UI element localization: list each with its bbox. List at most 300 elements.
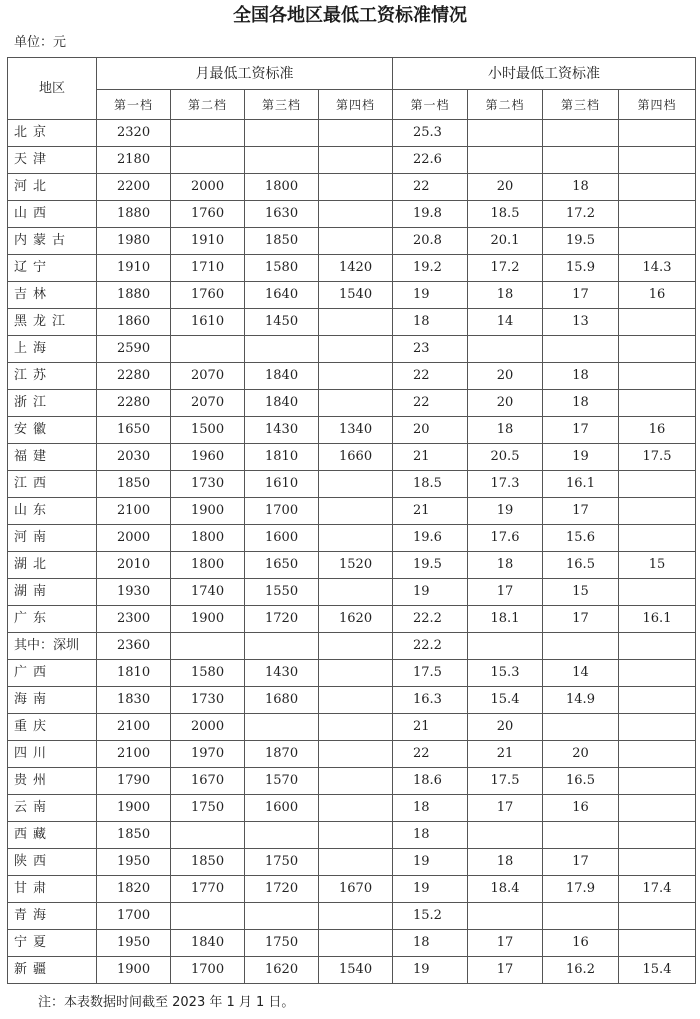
table-row <box>8 741 696 768</box>
table-header <box>8 58 696 120</box>
hourly-tier-3-cell: 16.1 <box>543 471 619 498</box>
hourly-tier-3-cell <box>543 903 619 930</box>
monthly-tier-2-cell: 1910 <box>171 228 245 255</box>
hourly-tier-2-cell: 17.5 <box>468 768 543 795</box>
monthly-tier-1-cell: 2590 <box>97 336 171 363</box>
monthly-tier-4-cell <box>319 363 393 390</box>
monthly-tier-3-cell: 1450 <box>245 309 319 336</box>
header-monthly-tier-1: 第一档 <box>97 90 171 120</box>
monthly-tier-4-cell: 1540 <box>319 282 393 309</box>
monthly-tier-3-cell <box>245 120 319 147</box>
hourly-tier-4-cell <box>619 147 696 174</box>
monthly-tier-2-cell: 1800 <box>171 552 245 579</box>
hourly-tier-2-cell <box>468 903 543 930</box>
header-monthly-tier-2: 第二档 <box>171 90 245 120</box>
monthly-tier-4-cell <box>319 309 393 336</box>
table-row <box>8 228 696 255</box>
monthly-tier-1-cell: 1930 <box>97 579 171 606</box>
hourly-tier-4-cell <box>619 822 696 849</box>
table-row <box>8 363 696 390</box>
region-cell: 北京 <box>8 120 97 147</box>
hourly-tier-3-cell <box>543 633 619 660</box>
hourly-tier-1-cell: 18 <box>393 795 468 822</box>
region-cell: 陕西 <box>8 849 97 876</box>
monthly-tier-2-cell: 2000 <box>171 174 245 201</box>
monthly-tier-3-cell: 1840 <box>245 363 319 390</box>
region-cell: 天津 <box>8 147 97 174</box>
region-cell: 江苏 <box>8 363 97 390</box>
monthly-tier-4-cell <box>319 930 393 957</box>
hourly-tier-1-cell: 23 <box>393 336 468 363</box>
monthly-tier-2-cell: 1750 <box>171 795 245 822</box>
hourly-tier-1-cell: 19 <box>393 849 468 876</box>
table-row <box>8 687 696 714</box>
table-row <box>8 471 696 498</box>
monthly-tier-2-cell: 1770 <box>171 876 245 903</box>
hourly-tier-1-cell: 19 <box>393 876 468 903</box>
monthly-tier-3-cell: 1430 <box>245 417 319 444</box>
monthly-tier-4-cell <box>319 579 393 606</box>
hourly-tier-4-cell <box>619 120 696 147</box>
region-cell: 云南 <box>8 795 97 822</box>
header-hourly-tier-1: 第一档 <box>393 90 468 120</box>
hourly-tier-3-cell: 16.5 <box>543 552 619 579</box>
monthly-tier-1-cell: 1900 <box>97 957 171 984</box>
table-row <box>8 417 696 444</box>
hourly-tier-2-cell: 18.4 <box>468 876 543 903</box>
monthly-tier-4-cell <box>319 174 393 201</box>
table-row <box>8 876 696 903</box>
footnote: 注：本表数据时间截至 2023 年 1 月 1 日。 <box>38 995 295 1010</box>
hourly-tier-4-cell <box>619 849 696 876</box>
monthly-tier-3-cell: 1610 <box>245 471 319 498</box>
hourly-tier-3-cell: 17 <box>543 282 619 309</box>
monthly-tier-2-cell <box>171 120 245 147</box>
monthly-tier-3-cell: 1430 <box>245 660 319 687</box>
monthly-tier-3-cell: 1800 <box>245 174 319 201</box>
hourly-tier-1-cell: 16.3 <box>393 687 468 714</box>
monthly-tier-1-cell: 1810 <box>97 660 171 687</box>
hourly-tier-1-cell: 19.6 <box>393 525 468 552</box>
hourly-tier-4-cell <box>619 390 696 417</box>
hourly-tier-2-cell: 14 <box>468 309 543 336</box>
region-cell: 新疆 <box>8 957 97 984</box>
hourly-tier-4-cell: 17.5 <box>619 444 696 471</box>
monthly-tier-2-cell: 1730 <box>171 471 245 498</box>
hourly-tier-3-cell: 18 <box>543 363 619 390</box>
hourly-tier-3-cell: 19 <box>543 444 619 471</box>
monthly-tier-4-cell: 1340 <box>319 417 393 444</box>
region-cell: 西藏 <box>8 822 97 849</box>
hourly-tier-2-cell: 20 <box>468 390 543 417</box>
monthly-tier-4-cell <box>319 714 393 741</box>
table-row <box>8 282 696 309</box>
hourly-tier-2-cell <box>468 633 543 660</box>
hourly-tier-4-cell <box>619 525 696 552</box>
region-cell: 安徽 <box>8 417 97 444</box>
monthly-tier-1-cell: 2180 <box>97 147 171 174</box>
table-row <box>8 795 696 822</box>
table-row <box>8 336 696 363</box>
region-cell: 江西 <box>8 471 97 498</box>
hourly-tier-4-cell <box>619 930 696 957</box>
hourly-tier-3-cell: 17.2 <box>543 201 619 228</box>
monthly-tier-3-cell <box>245 714 319 741</box>
header-hourly-tier-3: 第三档 <box>543 90 619 120</box>
monthly-tier-2-cell <box>171 336 245 363</box>
monthly-tier-2-cell: 1840 <box>171 930 245 957</box>
table-row <box>8 552 696 579</box>
region-cell: 广东 <box>8 606 97 633</box>
hourly-tier-1-cell: 21 <box>393 444 468 471</box>
hourly-tier-4-cell <box>619 795 696 822</box>
monthly-tier-3-cell: 1810 <box>245 444 319 471</box>
table-row <box>8 606 696 633</box>
hourly-tier-3-cell: 19.5 <box>543 228 619 255</box>
region-cell: 内蒙古 <box>8 228 97 255</box>
monthly-tier-4-cell <box>319 687 393 714</box>
hourly-tier-1-cell: 19 <box>393 957 468 984</box>
monthly-tier-4-cell <box>319 525 393 552</box>
monthly-tier-2-cell: 1730 <box>171 687 245 714</box>
hourly-tier-1-cell: 20.8 <box>393 228 468 255</box>
hourly-tier-2-cell: 17.3 <box>468 471 543 498</box>
hourly-tier-4-cell <box>619 768 696 795</box>
hourly-tier-4-cell <box>619 903 696 930</box>
minimum-wage-table <box>7 57 696 984</box>
monthly-tier-4-cell <box>319 498 393 525</box>
monthly-tier-1-cell: 1820 <box>97 876 171 903</box>
monthly-tier-1-cell: 1850 <box>97 471 171 498</box>
region-cell: 山西 <box>8 201 97 228</box>
page-title: 全国各地区最低工资标准情况 <box>233 5 467 26</box>
region-cell: 海南 <box>8 687 97 714</box>
hourly-tier-2-cell: 18 <box>468 552 543 579</box>
monthly-tier-3-cell: 1700 <box>245 498 319 525</box>
table-row <box>8 579 696 606</box>
hourly-tier-2-cell <box>468 822 543 849</box>
hourly-tier-4-cell <box>619 201 696 228</box>
hourly-tier-2-cell: 17 <box>468 930 543 957</box>
hourly-tier-2-cell: 21 <box>468 741 543 768</box>
hourly-tier-3-cell: 13 <box>543 309 619 336</box>
monthly-tier-2-cell: 1740 <box>171 579 245 606</box>
hourly-tier-2-cell: 18.5 <box>468 201 543 228</box>
monthly-tier-4-cell <box>319 822 393 849</box>
monthly-tier-2-cell: 2000 <box>171 714 245 741</box>
region-cell: 宁夏 <box>8 930 97 957</box>
hourly-tier-1-cell: 21 <box>393 714 468 741</box>
monthly-tier-1-cell: 1980 <box>97 228 171 255</box>
monthly-tier-2-cell: 1900 <box>171 498 245 525</box>
hourly-tier-1-cell: 22.2 <box>393 633 468 660</box>
hourly-tier-1-cell: 18 <box>393 930 468 957</box>
monthly-tier-3-cell: 1680 <box>245 687 319 714</box>
table-row <box>8 822 696 849</box>
hourly-tier-2-cell <box>468 336 543 363</box>
monthly-tier-4-cell: 1670 <box>319 876 393 903</box>
hourly-tier-4-cell <box>619 741 696 768</box>
table-row <box>8 660 696 687</box>
hourly-tier-1-cell: 19.8 <box>393 201 468 228</box>
monthly-tier-1-cell: 1790 <box>97 768 171 795</box>
hourly-tier-1-cell: 15.2 <box>393 903 468 930</box>
hourly-tier-2-cell <box>468 147 543 174</box>
hourly-tier-3-cell: 17.9 <box>543 876 619 903</box>
monthly-tier-4-cell <box>319 768 393 795</box>
monthly-tier-4-cell <box>319 147 393 174</box>
hourly-tier-3-cell <box>543 120 619 147</box>
monthly-tier-1-cell: 2360 <box>97 633 171 660</box>
hourly-tier-4-cell <box>619 633 696 660</box>
hourly-tier-4-cell: 16.1 <box>619 606 696 633</box>
monthly-tier-1-cell: 1850 <box>97 822 171 849</box>
hourly-tier-2-cell: 17 <box>468 579 543 606</box>
table-row <box>8 849 696 876</box>
monthly-tier-1-cell: 2030 <box>97 444 171 471</box>
header-region: 地区 <box>8 58 97 120</box>
hourly-tier-1-cell: 18.5 <box>393 471 468 498</box>
table-row <box>8 498 696 525</box>
table-row <box>8 957 696 984</box>
hourly-tier-3-cell: 15.6 <box>543 525 619 552</box>
region-cell: 河南 <box>8 525 97 552</box>
hourly-tier-2-cell: 18 <box>468 282 543 309</box>
hourly-tier-1-cell: 22.2 <box>393 606 468 633</box>
monthly-tier-3-cell <box>245 633 319 660</box>
monthly-tier-4-cell <box>319 336 393 363</box>
header-hourly-tier-4: 第四档 <box>619 90 696 120</box>
hourly-tier-3-cell: 16 <box>543 930 619 957</box>
hourly-tier-3-cell: 16.2 <box>543 957 619 984</box>
monthly-tier-3-cell: 1750 <box>245 930 319 957</box>
region-cell: 广西 <box>8 660 97 687</box>
hourly-tier-2-cell: 17 <box>468 957 543 984</box>
region-cell: 吉林 <box>8 282 97 309</box>
table-row <box>8 174 696 201</box>
table-row <box>8 255 696 282</box>
monthly-tier-3-cell: 1720 <box>245 876 319 903</box>
hourly-tier-2-cell: 20 <box>468 363 543 390</box>
monthly-tier-4-cell: 1420 <box>319 255 393 282</box>
monthly-tier-3-cell: 1550 <box>245 579 319 606</box>
monthly-tier-4-cell <box>319 795 393 822</box>
monthly-tier-3-cell: 1870 <box>245 741 319 768</box>
monthly-tier-2-cell: 1970 <box>171 741 245 768</box>
monthly-tier-2-cell: 1580 <box>171 660 245 687</box>
hourly-tier-1-cell: 22 <box>393 174 468 201</box>
hourly-tier-1-cell: 17.5 <box>393 660 468 687</box>
hourly-tier-1-cell: 18.6 <box>393 768 468 795</box>
monthly-tier-3-cell: 1750 <box>245 849 319 876</box>
monthly-tier-4-cell <box>319 903 393 930</box>
monthly-tier-4-cell <box>319 741 393 768</box>
hourly-tier-3-cell: 17 <box>543 849 619 876</box>
hourly-tier-2-cell: 18 <box>468 417 543 444</box>
monthly-tier-2-cell: 1760 <box>171 282 245 309</box>
monthly-tier-2-cell: 1710 <box>171 255 245 282</box>
header-monthly-tier-3: 第三档 <box>245 90 319 120</box>
hourly-tier-3-cell: 17 <box>543 417 619 444</box>
hourly-tier-4-cell <box>619 714 696 741</box>
region-cell: 甘肃 <box>8 876 97 903</box>
hourly-tier-1-cell: 19.5 <box>393 552 468 579</box>
monthly-tier-1-cell: 2100 <box>97 498 171 525</box>
hourly-tier-2-cell: 20 <box>468 174 543 201</box>
monthly-tier-1-cell: 1880 <box>97 282 171 309</box>
hourly-tier-2-cell: 20.5 <box>468 444 543 471</box>
monthly-tier-2-cell: 1500 <box>171 417 245 444</box>
hourly-tier-4-cell <box>619 687 696 714</box>
monthly-tier-3-cell: 1640 <box>245 282 319 309</box>
hourly-tier-4-cell <box>619 660 696 687</box>
hourly-tier-3-cell: 18 <box>543 390 619 417</box>
hourly-tier-2-cell: 15.4 <box>468 687 543 714</box>
hourly-tier-1-cell: 22 <box>393 741 468 768</box>
hourly-tier-4-cell: 15 <box>619 552 696 579</box>
hourly-tier-2-cell: 17.6 <box>468 525 543 552</box>
hourly-tier-4-cell <box>619 336 696 363</box>
hourly-tier-4-cell: 16 <box>619 417 696 444</box>
monthly-tier-4-cell <box>319 849 393 876</box>
hourly-tier-1-cell: 18 <box>393 309 468 336</box>
table-row <box>8 444 696 471</box>
monthly-tier-3-cell: 1600 <box>245 525 319 552</box>
hourly-tier-4-cell: 15.4 <box>619 957 696 984</box>
monthly-tier-4-cell: 1540 <box>319 957 393 984</box>
hourly-tier-3-cell: 17 <box>543 606 619 633</box>
monthly-tier-1-cell: 2300 <box>97 606 171 633</box>
monthly-tier-1-cell: 1910 <box>97 255 171 282</box>
region-cell: 四川 <box>8 741 97 768</box>
hourly-tier-3-cell: 15.9 <box>543 255 619 282</box>
table-row <box>8 903 696 930</box>
table-row <box>8 201 696 228</box>
hourly-tier-2-cell: 17.2 <box>468 255 543 282</box>
hourly-tier-3-cell: 17 <box>543 498 619 525</box>
monthly-tier-4-cell: 1660 <box>319 444 393 471</box>
header-hourly-group: 小时最低工资标准 <box>393 58 696 90</box>
monthly-tier-1-cell: 1880 <box>97 201 171 228</box>
region-cell: 山东 <box>8 498 97 525</box>
monthly-tier-1-cell: 2010 <box>97 552 171 579</box>
monthly-tier-1-cell: 1900 <box>97 795 171 822</box>
monthly-tier-3-cell: 1840 <box>245 390 319 417</box>
table-row <box>8 390 696 417</box>
hourly-tier-1-cell: 22.6 <box>393 147 468 174</box>
monthly-tier-2-cell: 1900 <box>171 606 245 633</box>
monthly-tier-2-cell <box>171 633 245 660</box>
region-cell: 河北 <box>8 174 97 201</box>
monthly-tier-4-cell <box>319 660 393 687</box>
hourly-tier-2-cell: 19 <box>468 498 543 525</box>
hourly-tier-3-cell: 20 <box>543 741 619 768</box>
monthly-tier-2-cell: 1800 <box>171 525 245 552</box>
hourly-tier-2-cell <box>468 120 543 147</box>
table-row <box>8 120 696 147</box>
hourly-tier-1-cell: 19 <box>393 282 468 309</box>
hourly-tier-3-cell: 16.5 <box>543 768 619 795</box>
region-cell: 贵州 <box>8 768 97 795</box>
hourly-tier-1-cell: 19.2 <box>393 255 468 282</box>
region-cell: 浙江 <box>8 390 97 417</box>
monthly-tier-4-cell <box>319 120 393 147</box>
hourly-tier-4-cell: 16 <box>619 282 696 309</box>
hourly-tier-3-cell: 14 <box>543 660 619 687</box>
hourly-tier-1-cell: 19 <box>393 579 468 606</box>
hourly-tier-2-cell: 18.1 <box>468 606 543 633</box>
region-cell: 福建 <box>8 444 97 471</box>
hourly-tier-1-cell: 21 <box>393 498 468 525</box>
hourly-tier-4-cell <box>619 471 696 498</box>
hourly-tier-1-cell: 18 <box>393 822 468 849</box>
hourly-tier-3-cell: 18 <box>543 174 619 201</box>
monthly-tier-1-cell: 2100 <box>97 741 171 768</box>
table-row <box>8 714 696 741</box>
monthly-tier-4-cell <box>319 201 393 228</box>
monthly-tier-2-cell: 1960 <box>171 444 245 471</box>
hourly-tier-3-cell: 14.9 <box>543 687 619 714</box>
monthly-tier-4-cell <box>319 228 393 255</box>
monthly-tier-2-cell: 1850 <box>171 849 245 876</box>
monthly-tier-2-cell: 1610 <box>171 309 245 336</box>
monthly-tier-2-cell: 1670 <box>171 768 245 795</box>
monthly-tier-3-cell: 1570 <box>245 768 319 795</box>
monthly-tier-3-cell: 1720 <box>245 606 319 633</box>
hourly-tier-2-cell: 20.1 <box>468 228 543 255</box>
hourly-tier-4-cell <box>619 309 696 336</box>
hourly-tier-4-cell <box>619 498 696 525</box>
monthly-tier-4-cell: 1520 <box>319 552 393 579</box>
monthly-tier-2-cell: 1700 <box>171 957 245 984</box>
table-row <box>8 147 696 174</box>
monthly-tier-3-cell: 1850 <box>245 228 319 255</box>
hourly-tier-4-cell <box>619 579 696 606</box>
monthly-tier-3-cell: 1650 <box>245 552 319 579</box>
monthly-tier-2-cell: 2070 <box>171 390 245 417</box>
monthly-tier-2-cell <box>171 822 245 849</box>
monthly-tier-1-cell: 2200 <box>97 174 171 201</box>
header-monthly-group: 月最低工资标准 <box>97 58 393 90</box>
header-monthly-tier-4: 第四档 <box>319 90 393 120</box>
hourly-tier-3-cell <box>543 336 619 363</box>
hourly-tier-3-cell <box>543 147 619 174</box>
hourly-tier-4-cell: 17.4 <box>619 876 696 903</box>
header-hourly-tier-2: 第二档 <box>468 90 543 120</box>
region-cell: 辽宁 <box>8 255 97 282</box>
hourly-tier-1-cell: 20 <box>393 417 468 444</box>
monthly-tier-2-cell: 2070 <box>171 363 245 390</box>
unit-label: 单位：元 <box>14 35 67 50</box>
monthly-tier-2-cell: 1760 <box>171 201 245 228</box>
hourly-tier-4-cell: 14.3 <box>619 255 696 282</box>
monthly-tier-3-cell: 1630 <box>245 201 319 228</box>
monthly-tier-1-cell: 1830 <box>97 687 171 714</box>
hourly-tier-2-cell: 15.3 <box>468 660 543 687</box>
table-row <box>8 525 696 552</box>
monthly-tier-3-cell <box>245 822 319 849</box>
hourly-tier-2-cell: 20 <box>468 714 543 741</box>
monthly-tier-1-cell: 1860 <box>97 309 171 336</box>
hourly-tier-2-cell: 18 <box>468 849 543 876</box>
hourly-tier-4-cell <box>619 174 696 201</box>
monthly-tier-3-cell: 1600 <box>245 795 319 822</box>
monthly-tier-1-cell: 2280 <box>97 390 171 417</box>
table-row <box>8 768 696 795</box>
monthly-tier-2-cell <box>171 903 245 930</box>
monthly-tier-1-cell: 2320 <box>97 120 171 147</box>
region-cell: 黑龙江 <box>8 309 97 336</box>
